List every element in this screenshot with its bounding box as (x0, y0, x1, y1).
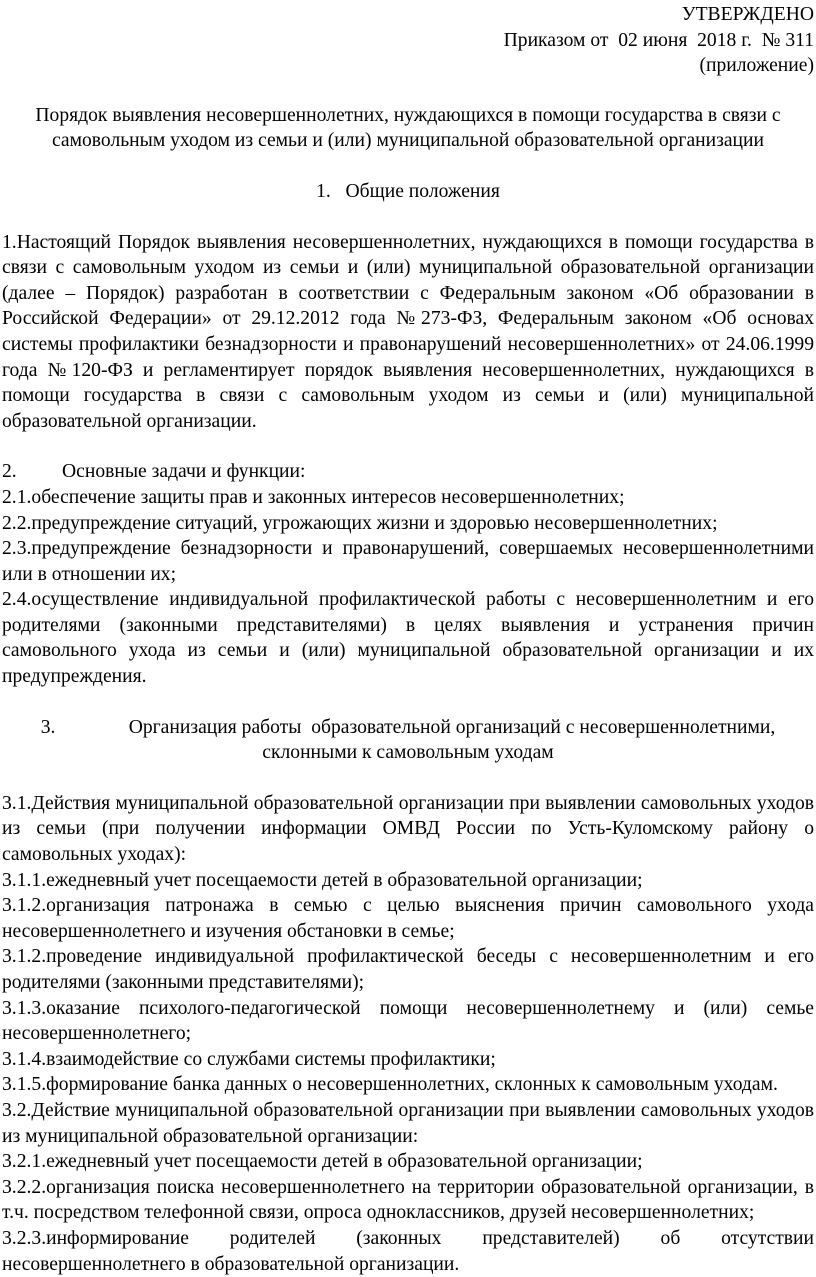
section-2-list (2, 485, 814, 690)
list-item: 3.2.Действие муниципальной образовательной организации при выявлении самовольных уходов из муниципальной образовательной организации: (2, 1099, 814, 1147)
section-3-list (2, 791, 814, 1277)
section-2-heading (2, 459, 814, 485)
section-2-number: 2. (2, 461, 17, 483)
document-title (2, 103, 814, 154)
section-1-paragraph: 1.Настоящий Порядок выявления несовершеннолетних, нуждающихся в помощи государства в связи с самовольным уходом из семьи и (или) муниципальной образовательной организации (далее – Порядок) разработан в соответствии с Федеральным законом «Об образовании в Российской Федерации» от 29.12.2012 года №273-ФЗ, Федеральным законом «Об основах системы профилактики безнадзорности и правонарушений несовершеннолетних» от 24.06.1999 года №120-ФЗ и регламентирует порядок выявления несовершеннолетних, нуждающихся в помощи государства в связи с самовольным уходом из семьи и (или) муниципальной образовательной организации. (2, 231, 814, 432)
list-item: 3.2.3.информирование родителей (законных представителей) об отсутствии несовершеннолетнего в образовательной организации. (2, 1227, 814, 1275)
document-title-line-1: Порядок выявления несовершеннолетних, нуждающихся в помощи государства в связи с (35, 104, 781, 126)
list-item: 2.3.предупреждение безнадзорности и правонарушений, совершаемых несовершеннолетними или в отношении их; (2, 538, 814, 585)
list-item: 2.2.предупреждение ситуаций, угрожающих жизни и здоровью несовершеннолетних; (2, 512, 718, 534)
list-item: 3.1.Действия муниципальной образовательной организации при выявлении самовольных уходов из семьи (при получении информации ОМВД России по Усть-Куломскому району о самовольных уходах): (2, 792, 814, 866)
approval-label: УТВЕРЖДЕНО (681, 4, 814, 25)
document-title-line-2: самовольным уходом из семьи и (или) муниципальной образовательной организации (51, 130, 765, 152)
section-3-number: 3. (40, 716, 56, 738)
list-item: 2.4.осуществление индивидуальной профилактической работы с несовершеннолетним и его родителями (законными представителями) в целях выявления и устранения причин самовольного ухода из семьи и (или) муниципальной образовательной организации и их предупреждения. (2, 589, 814, 688)
list-item: 3.2.1.ежедневный учет посещаемости детей в образовательной организации; (2, 1151, 643, 1173)
section-3-title-line-1: Организация работы образовательной организаций с несовершеннолетними, (128, 716, 776, 738)
list-item: 3.2.2.организация поиска несовершеннолетнего на территории образовательной организации, в т.ч. посредством телефонной связи, опроса одноклассников, друзей несовершеннолетних; (2, 1176, 814, 1224)
approval-order: Приказом от 02 июня 2018 г. № 311 (503, 29, 814, 51)
approval-stamp (2, 2, 814, 79)
list-item: 3.1.1.ежедневный учет посещаемости детей в образовательной организации; (2, 869, 643, 891)
list-item: 3.1.2.проведение индивидуальной профилактической беседы с несовершеннолетним и его родителями (законными представителями); (2, 946, 814, 993)
list-item: 3.1.2.организация патронажа в семью с целью выяснения причин самовольного ухода несовершеннолетнего и изучения обстановки в семье; (2, 895, 814, 942)
list-item: 3.1.3.оказание психолого-педагогической помощи несовершеннолетнему и (или) семье несовершеннолетнего; (2, 997, 814, 1045)
list-item: 3.1.4.взаимодействие со службами системы профилактики; (2, 1048, 496, 1070)
section-1-heading: 1. Общие положения (316, 180, 500, 202)
section-3-heading (2, 715, 814, 766)
section-3-title-line-2: склонными к самовольным уходам (262, 742, 554, 764)
list-item: 2.1.обеспечение защиты прав и законных интересов несовершеннолетних; (2, 486, 625, 508)
approval-appendix: (приложение) (699, 55, 814, 77)
list-item: 3.1.5.формирование банка данных о несовершеннолетних, склонных к самовольным уходам. (2, 1074, 778, 1096)
section-2-title: Основные задачи и функции: (62, 461, 306, 483)
